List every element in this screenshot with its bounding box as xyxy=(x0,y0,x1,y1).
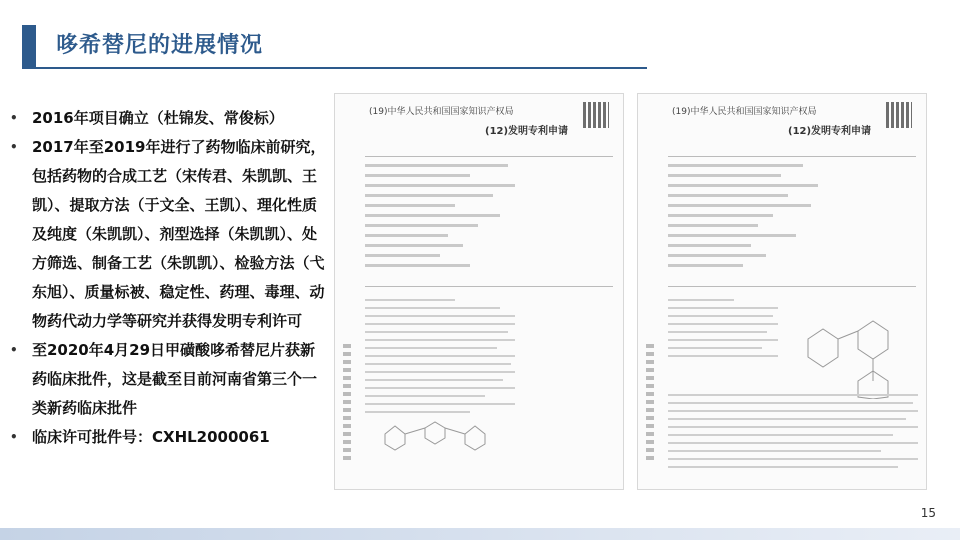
bullet-dot-icon: • xyxy=(10,111,18,125)
title-accent-bar xyxy=(22,25,36,67)
chemical-structure-image xyxy=(788,309,918,399)
patent-document-image xyxy=(637,93,927,490)
bullet-text: 至2020年4月29日甲磺酸哆希替尼片获新药临床批件，这是截至目前河南省第三个一类新药临床批件 xyxy=(32,341,318,417)
bullet-dot-icon: • xyxy=(10,343,18,357)
divider xyxy=(365,156,613,157)
bullet-list xyxy=(10,104,328,452)
footer-bar xyxy=(0,528,960,540)
bullet-dot-icon: • xyxy=(10,140,18,154)
bullet-dot-icon: • xyxy=(10,430,18,444)
qr-code-icon xyxy=(886,102,912,128)
bullet-text: 2017年至2019年进行了药物临床前研究，包括药物的合成工艺（宋传君、朱凯凯、王凯）、提取方法（于文全、王凯）、理化性质及纯度（朱凯凯）、剂型选择（朱凯凯）、处方筛选、制备工艺（朱凯凯）、检验方法（弋东旭）、质量标被、稳定性、药理、毒理、动物药代动力学等研究并获得发明专利许可 xyxy=(32,138,326,330)
page-number: 15 xyxy=(920,506,936,520)
divider xyxy=(668,156,916,157)
bullet-item xyxy=(10,133,328,336)
patent-bibliographic-data xyxy=(668,164,818,274)
patent-type-heading: (12)发明专利申请 xyxy=(788,126,872,137)
bullet-text: 2016年项目确立（杜锦发、常俊标） xyxy=(32,109,284,127)
patent-type-heading: (12)发明专利申请 xyxy=(485,126,569,137)
divider xyxy=(365,286,613,287)
page-title: 哆希替尼的进展情况 xyxy=(56,33,264,58)
bullet-text: 临床许可批件号：CXHL2000061 xyxy=(32,428,270,446)
vertical-barcode-text xyxy=(646,344,654,464)
patent-abstract-text xyxy=(365,299,515,419)
patent-abstract-text xyxy=(668,394,918,474)
bullet-item xyxy=(10,423,328,452)
patent-bibliographic-data xyxy=(365,164,515,274)
bullet-item xyxy=(10,104,328,133)
patent-office-header: (19)中华人民共和国国家知识产权局 xyxy=(369,107,514,117)
chemical-structure-image xyxy=(375,414,505,454)
patent-document-image xyxy=(334,93,624,490)
title-underline xyxy=(22,67,647,69)
bullet-item xyxy=(10,336,328,423)
vertical-barcode-text xyxy=(343,344,351,464)
qr-code-icon xyxy=(583,102,609,128)
patent-abstract-text xyxy=(668,299,778,363)
divider xyxy=(668,286,916,287)
patent-office-header: (19)中华人民共和国国家知识产权局 xyxy=(672,107,817,117)
